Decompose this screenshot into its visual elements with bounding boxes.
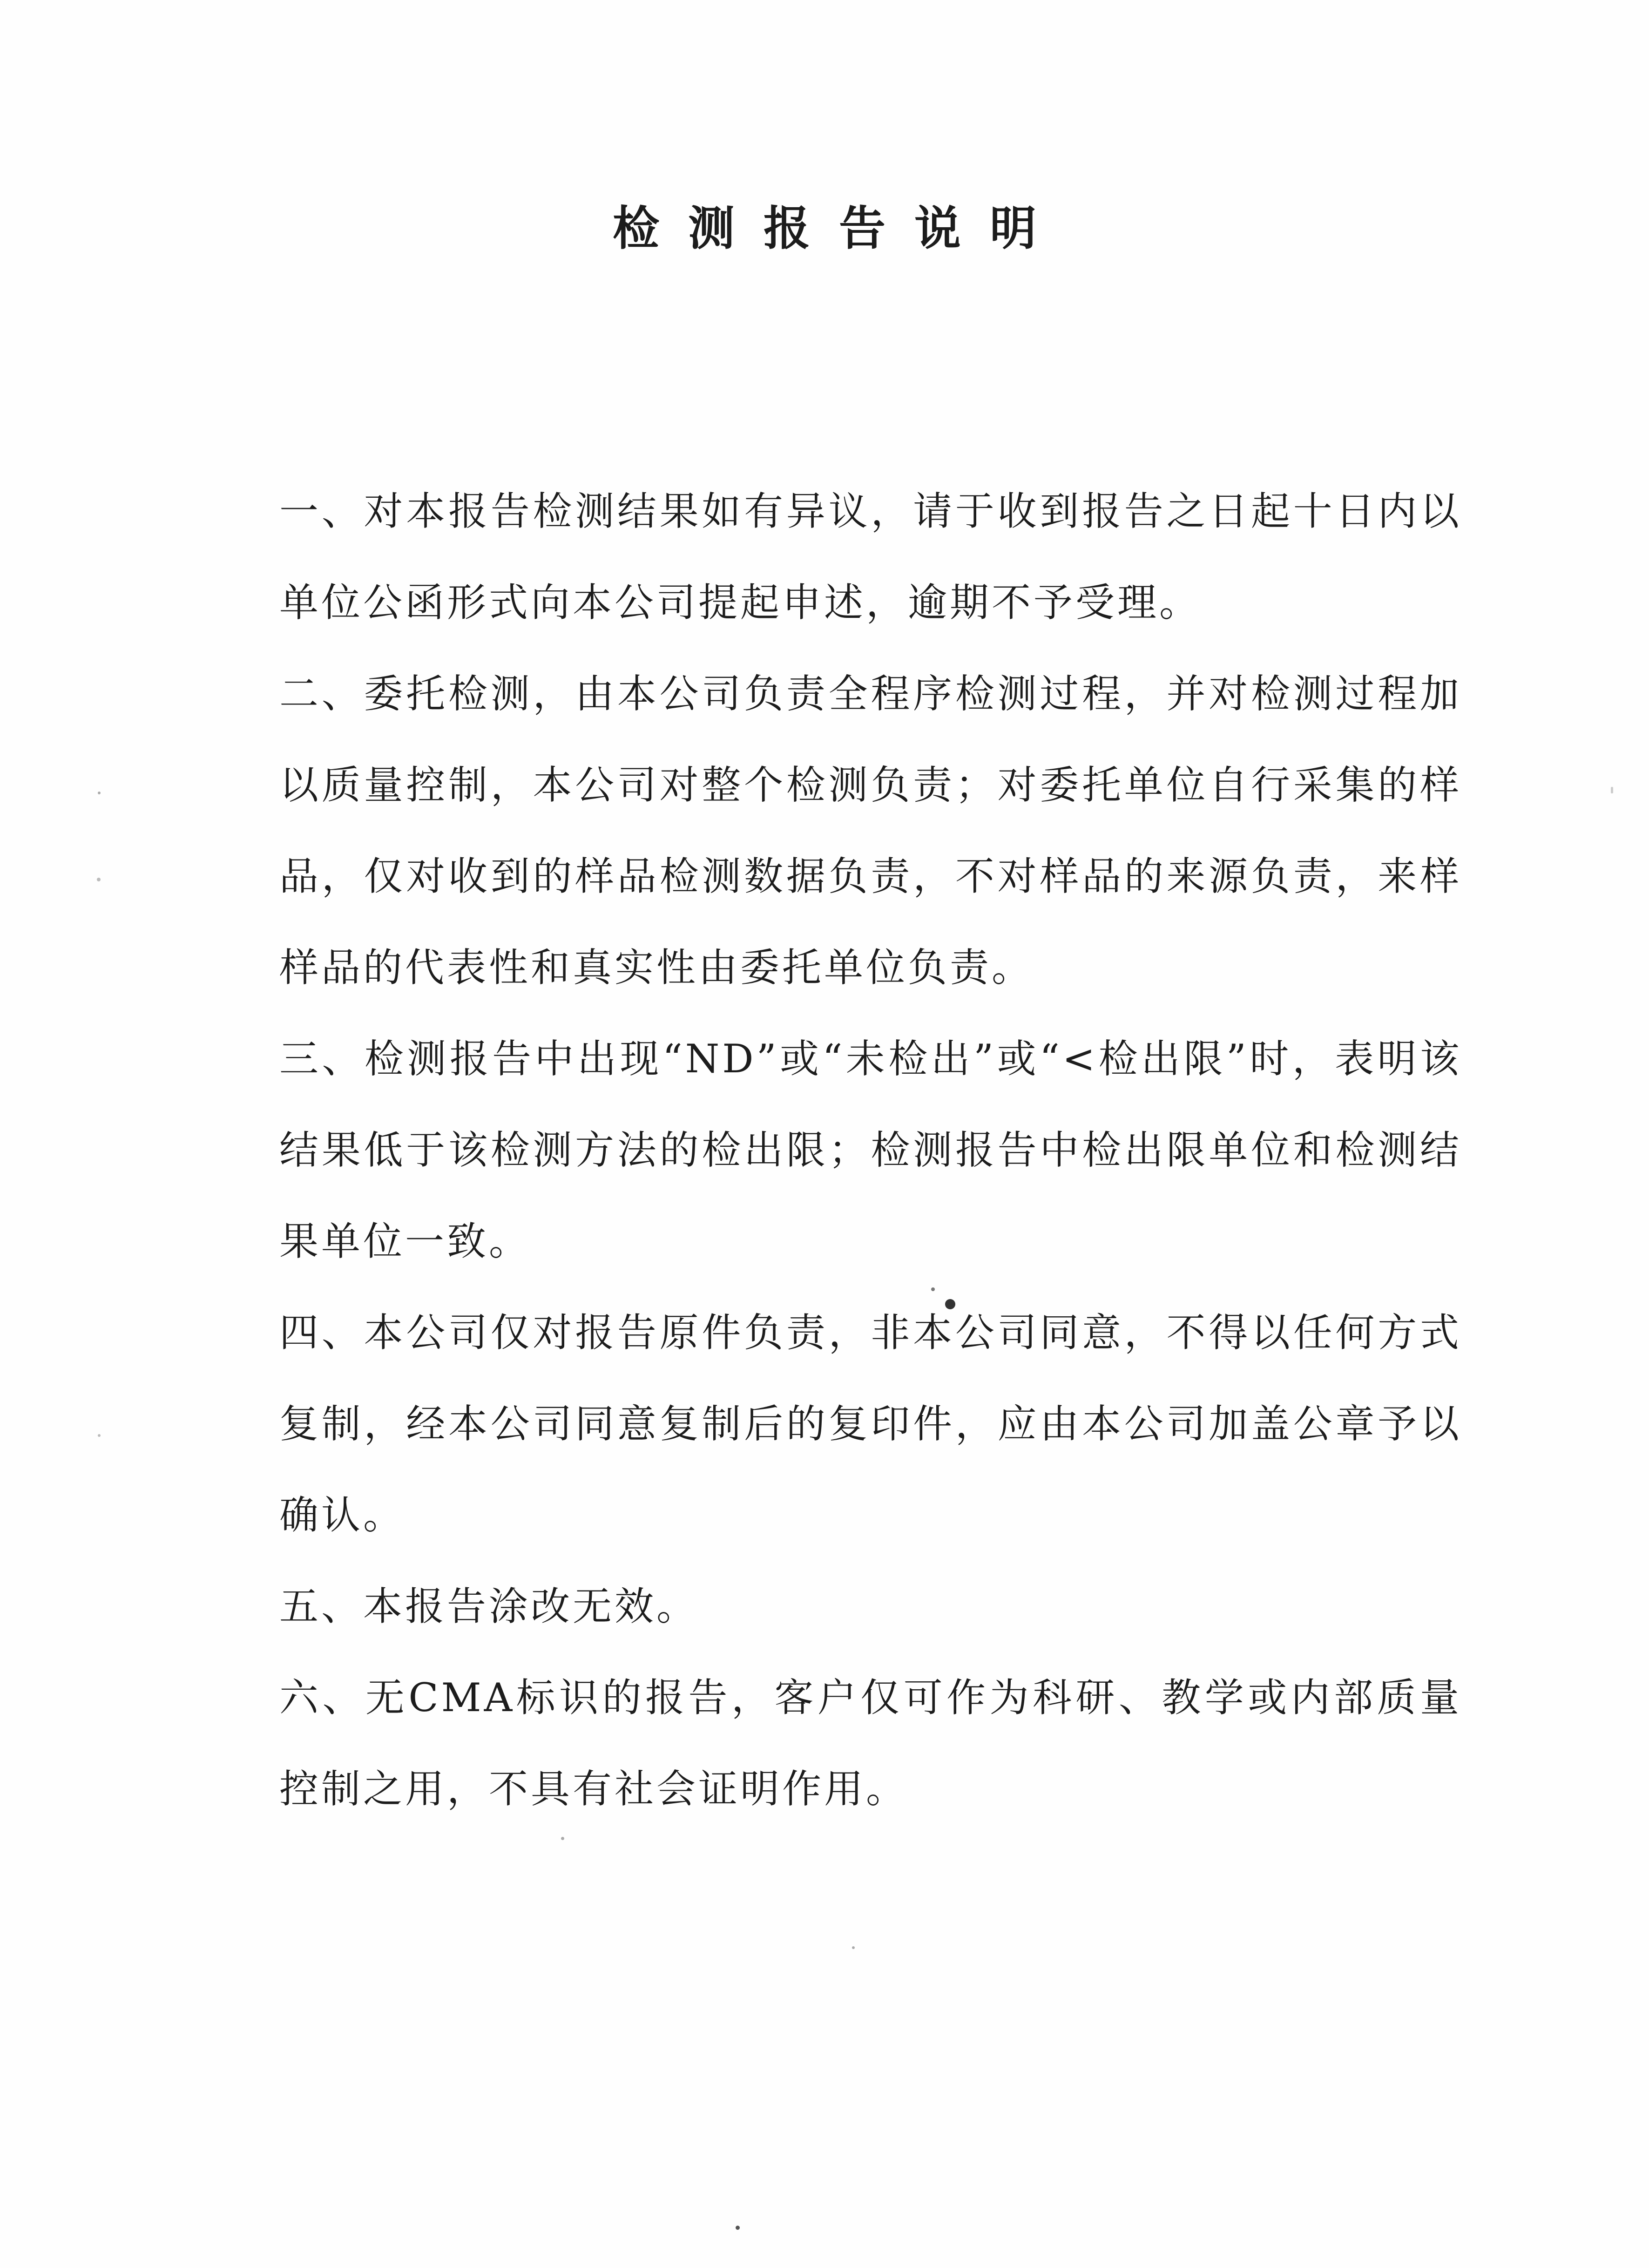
scan-speck [561, 1837, 564, 1840]
clause-3: 三、检测报告中出现“ND”或“未检出”或“<检出限”时，表明该结果低于该检测方法的检出限；检测报告中检出限单位和检测结果单位一致。 [279, 1036, 1462, 1264]
document-title: 检测报告说明 [613, 201, 1065, 256]
clause-6: 六、无CMA标识的报告，客户仅可作为科研、教学或内部质量控制之用，不具有社会证明作用。 [279, 1675, 1462, 1812]
scan-speck [931, 1287, 935, 1291]
scan-speck [852, 1946, 855, 1949]
scan-speck [736, 2226, 740, 2230]
scan-speck [98, 1434, 101, 1437]
clause-5: 五、本报告涂改无效。 [279, 1584, 699, 1629]
clause-1: 一、对本报告检测结果如有异议，请于收到报告之日起十日内以单位公函形式向本公司提起申述，逾期不予受理。 [279, 488, 1462, 625]
scan-speck [97, 878, 101, 881]
clause-2: 二、委托检测，由本公司负责全程序检测过程，并对检测过程加以质量控制，本公司对整个检测负责；对委托单位自行采集的样品，仅对收到的样品检测数据负责，不对样品的来源负责，来样样品的代表性和真实性由委托单位负责。 [279, 671, 1462, 990]
scan-speck [945, 1299, 955, 1309]
scan-speck [98, 792, 101, 794]
clause-list [279, 466, 1462, 1835]
clause-4: 四、本公司仅对报告原件负责，非本公司同意，不得以任何方式复制，经本公司同意复制后的复印件，应由本公司加盖公章予以确认。 [279, 1310, 1462, 1538]
scan-speck [1611, 787, 1613, 793]
